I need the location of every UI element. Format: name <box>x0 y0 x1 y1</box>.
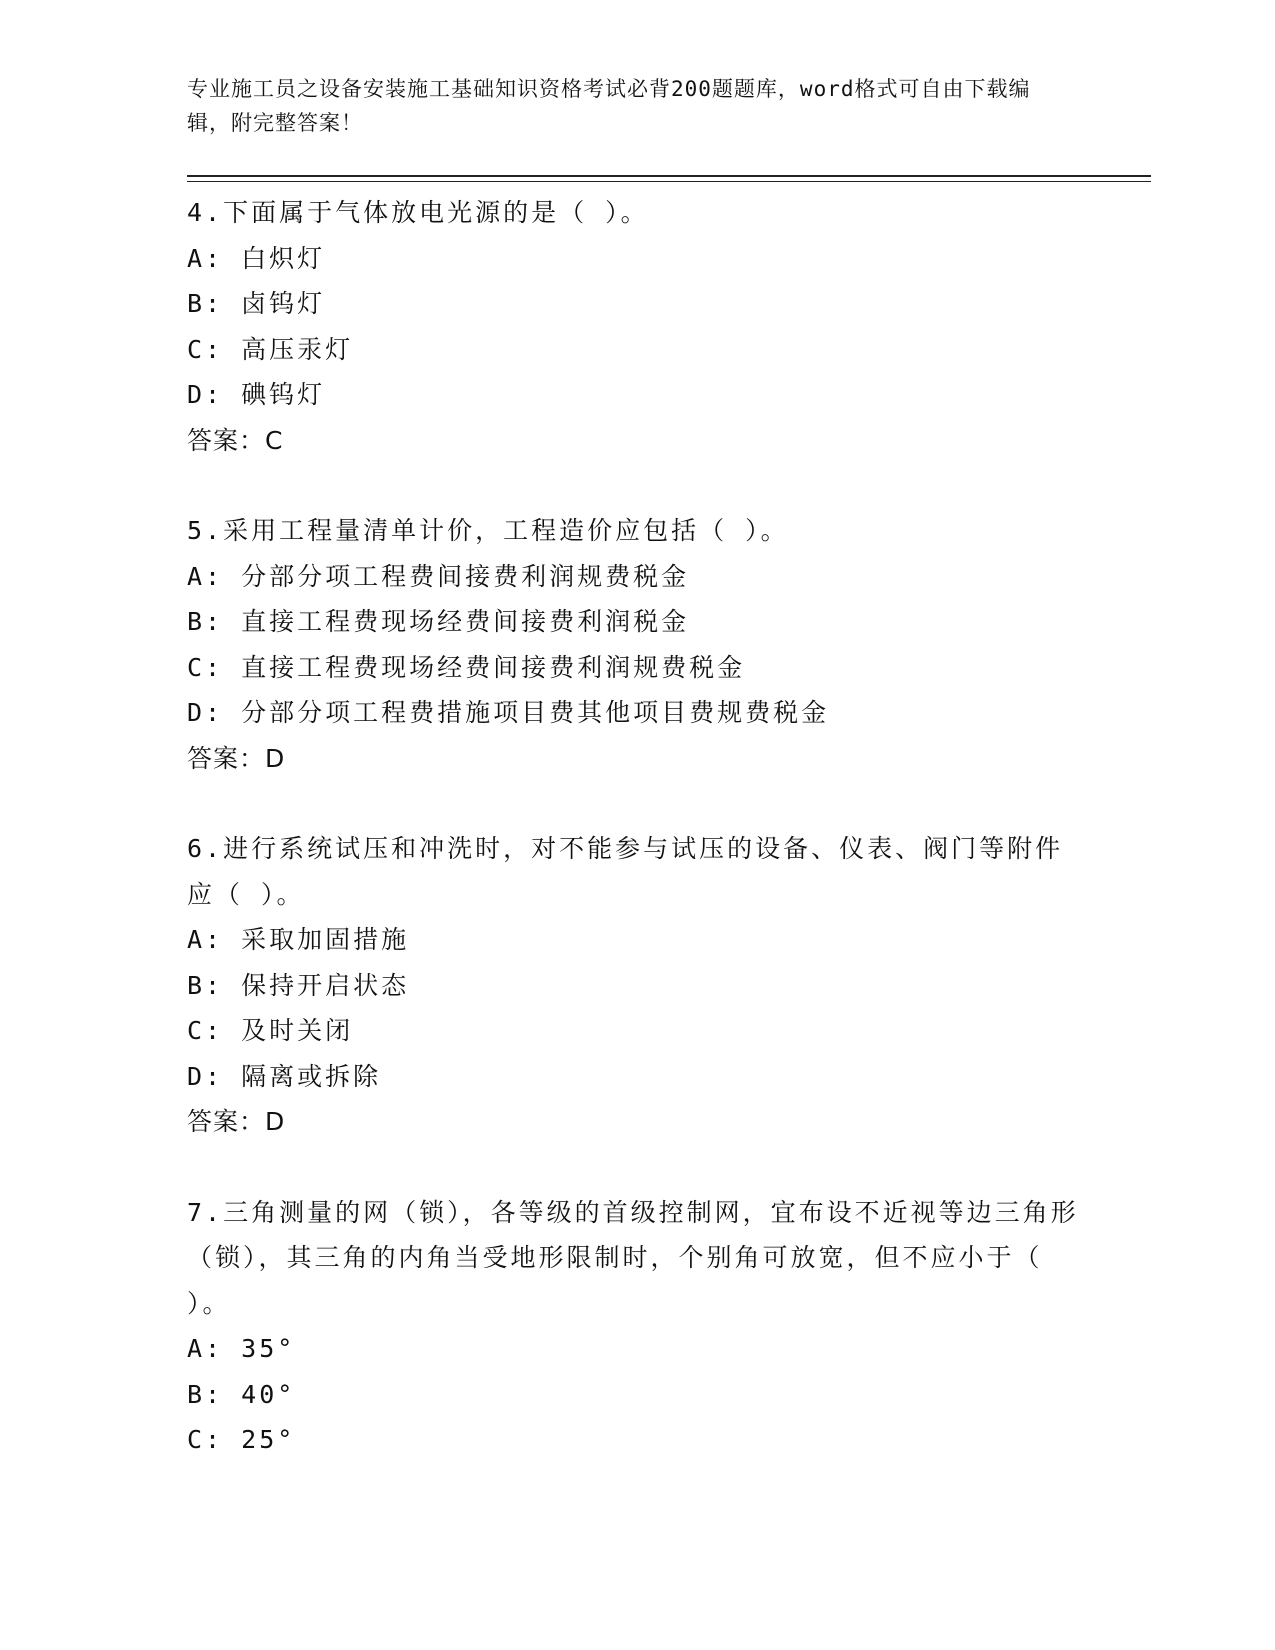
document-header: 专业施工员之设备安装施工基础知识资格考试必背200题题库，word格式可自由下载编辑，附完整答案！ <box>187 77 1031 135</box>
question-stem: 5.采用工程量清单计价，工程造价应包括（ ）。 <box>187 516 789 545</box>
header-divider-thin <box>187 181 1151 182</box>
answer: 答案：C <box>187 425 284 455</box>
question-5 <box>187 508 1087 781</box>
question-6 <box>187 826 1087 1145</box>
header-divider-thick <box>187 175 1151 177</box>
option-c: C: 25° <box>187 1425 296 1454</box>
option-a: A: 白炽灯 <box>187 243 326 273</box>
option-a: A: 采取加固措施 <box>187 925 410 954</box>
option-b: B: 直接工程费现场经费间接费利润税金 <box>187 607 690 636</box>
option-a: A: 35° <box>187 1334 296 1363</box>
option-d: D: 隔离或拆除 <box>187 1061 382 1091</box>
option-c: C: 直接工程费现场经费间接费利润规费税金 <box>187 652 746 682</box>
option-d: D: 碘钨灯 <box>187 380 326 409</box>
option-a: A: 分部分项工程费间接费利润规费税金 <box>187 561 690 591</box>
question-stem: 7.三角测量的网（锁），各等级的首级控制网，宜布设不近视等边三角形（锁），其三角的内角当受地形限制时，个别角可放宽，但不应小于（ ）。 <box>187 1197 1079 1318</box>
option-b: B: 40° <box>187 1379 296 1409</box>
option-b: B: 卤钨灯 <box>187 289 326 318</box>
question-4 <box>187 190 1087 463</box>
option-b: B: 保持开启状态 <box>187 970 410 1000</box>
option-c: C: 及时关闭 <box>187 1016 354 1045</box>
question-stem: 6.进行系统试压和冲洗时，对不能参与试压的设备、仪表、阀门等附件应（ ）。 <box>187 834 1064 909</box>
option-d: D: 分部分项工程费措施项目费其他项目费规费税金 <box>187 698 830 727</box>
question-list <box>187 190 1087 1508</box>
question-stem: 4.下面属于气体放电光源的是（ ）。 <box>187 198 649 227</box>
answer: 答案：D <box>187 1107 286 1136</box>
answer: 答案：D <box>187 743 286 773</box>
question-7 <box>187 1190 1087 1463</box>
option-c: C: 高压汞灯 <box>187 334 354 364</box>
